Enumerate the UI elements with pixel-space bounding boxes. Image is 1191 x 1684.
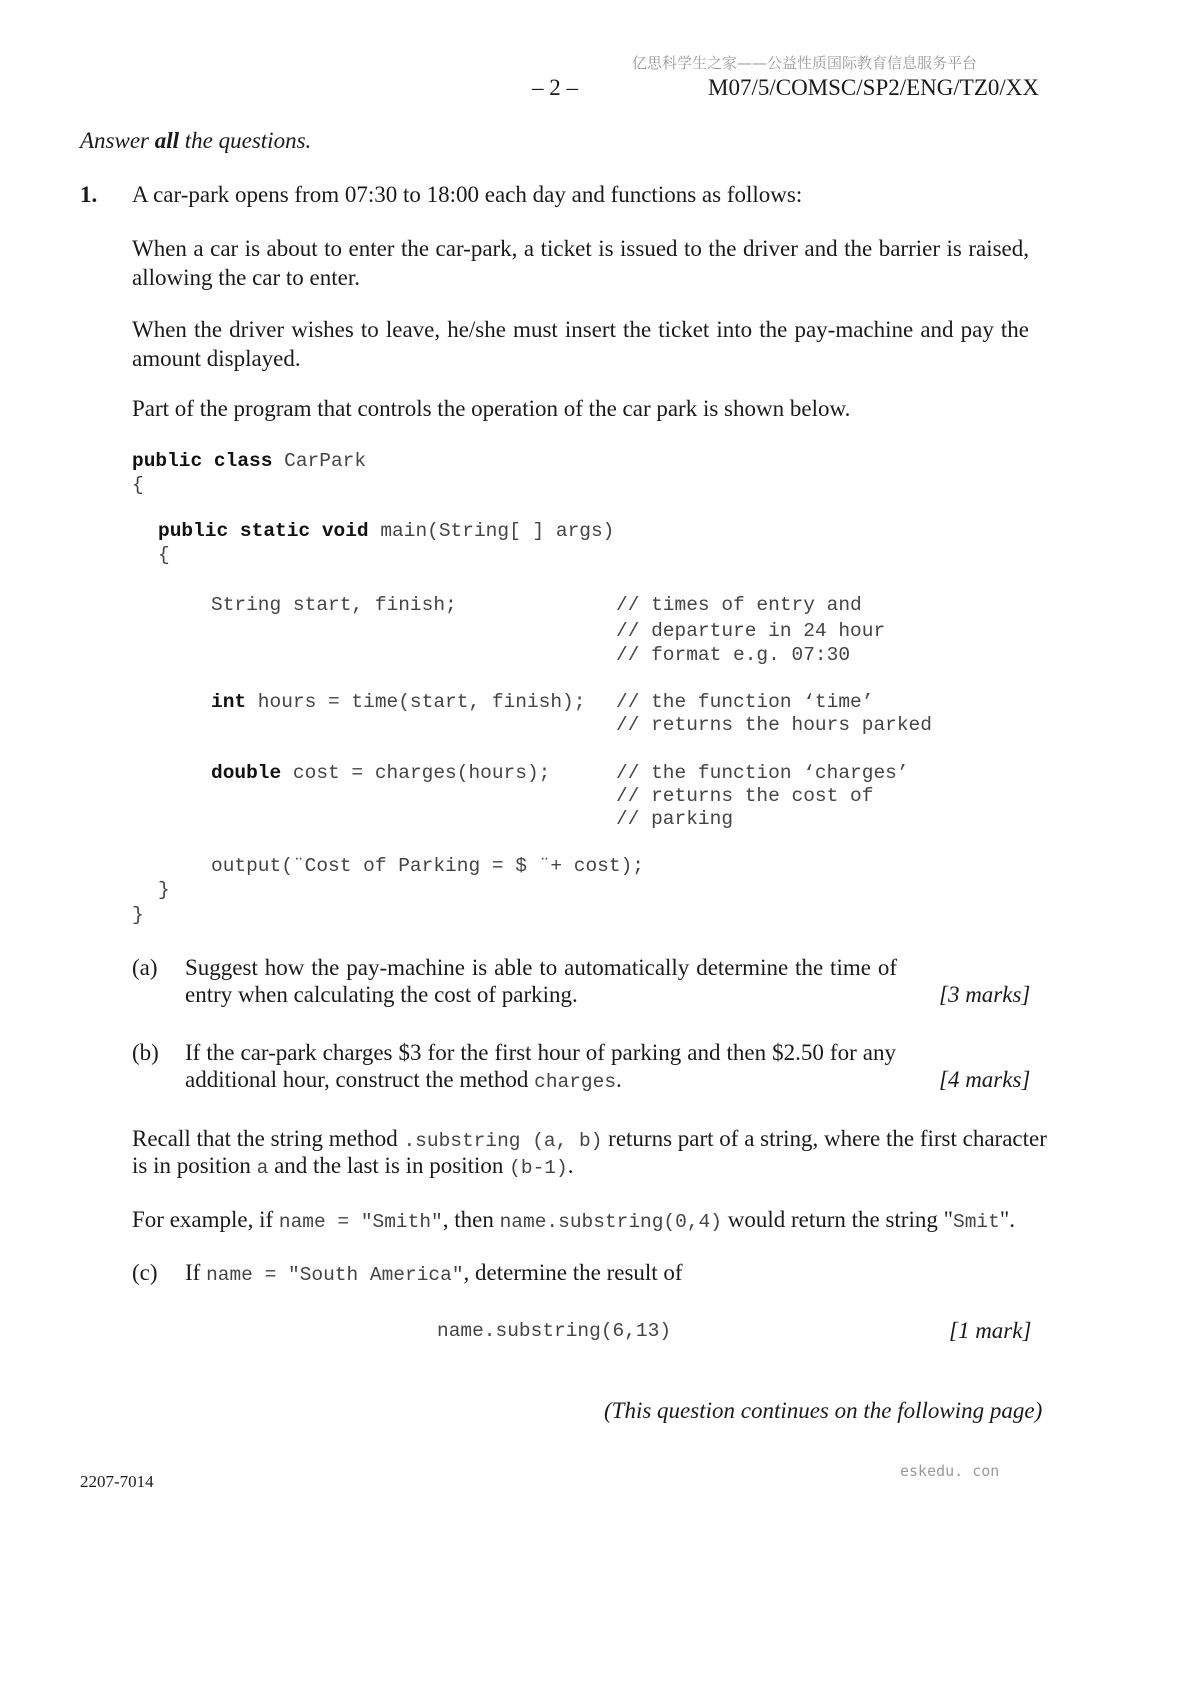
example-code: Smit	[953, 1211, 1000, 1233]
code-text: main(String[ ] args)	[368, 520, 615, 542]
part-b-code: charges	[534, 1071, 617, 1093]
code-line-class	[132, 450, 366, 472]
recall-text: and the last is in position	[268, 1153, 510, 1178]
code-line-hours	[211, 691, 585, 713]
code-comment: // the function ‘time’	[616, 691, 874, 713]
instructions-post: the questions.	[179, 128, 312, 153]
recall-code: .substring (a, b)	[403, 1130, 603, 1152]
code-comment: // returns the hours parked	[616, 714, 932, 736]
part-c-code: name = "South America"	[206, 1264, 464, 1286]
recall-line-2	[132, 1153, 573, 1179]
code-comment: // departure in 24 hour	[616, 620, 886, 642]
part-b-marks: [4 marks]	[939, 1067, 1031, 1092]
part-c-expression: name.substring(6,13)	[437, 1320, 672, 1342]
recall-code: (b-1)	[509, 1157, 568, 1179]
code-line-declare: String start, finish;	[211, 594, 457, 616]
recall-text: .	[567, 1153, 574, 1178]
part-b-line-2	[185, 1067, 622, 1093]
code-keyword: public class	[132, 450, 273, 472]
question-para-3: Part of the program that controls the operation of the car park is shown below.	[132, 396, 851, 421]
part-c-text: If	[185, 1260, 207, 1285]
example-code: name.substring(0,4)	[499, 1211, 722, 1233]
code-comment: // times of entry and	[616, 594, 862, 616]
code-comment: // parking	[616, 808, 734, 830]
question-number: 1.	[80, 182, 98, 207]
recall-line-1	[132, 1126, 1047, 1152]
recall-text: returns part of a string, where the first character	[602, 1126, 1047, 1151]
code-comment: // format e.g. 07:30	[616, 644, 851, 666]
code-comment: // the function ‘charges’	[616, 762, 909, 784]
recall-text: Recall that the string method	[132, 1126, 404, 1151]
paper-code: M07/5/COMSC/SP2/ENG/TZ0/XX	[708, 75, 1039, 100]
header-watermark: 亿思科学生之家——公益性质国际教育信息服务平台	[632, 54, 978, 72]
part-c-marks: [1 mark]	[949, 1318, 1032, 1343]
question-para-1: When a car is about to enter the car-park, a ticket is issued to the driver and the barrier is raised, allowing the car to enter.	[132, 236, 1029, 290]
part-c-line	[185, 1260, 683, 1286]
part-a-marks: [3 marks]	[939, 982, 1031, 1007]
example-text: For example, if	[132, 1207, 279, 1232]
code-keyword: int	[211, 691, 247, 713]
part-a-line-2: entry when calculating the cost of parking.	[185, 982, 578, 1007]
code-brace: {	[132, 474, 144, 496]
instructions	[80, 128, 311, 154]
recall-text: is in position	[132, 1153, 257, 1178]
code-text: hours = time(start, finish);	[246, 691, 586, 713]
code-text: CarPark	[272, 450, 367, 472]
code-brace: }	[158, 879, 170, 901]
example-text: would return the string "	[721, 1207, 953, 1232]
instructions-pre: Answer	[80, 128, 155, 153]
code-keyword: double	[211, 762, 282, 784]
example-code: "Smith"	[360, 1211, 443, 1233]
question-intro: A car-park opens from 07:30 to 18:00 each day and functions as follows:	[132, 182, 803, 207]
example-line	[132, 1207, 1015, 1233]
part-b-label: (b)	[132, 1040, 159, 1065]
instructions-bold: all	[154, 128, 180, 153]
part-b-line-1: If the car-park charges $3 for the first hour of parking and then $2.50 for any	[185, 1040, 896, 1065]
footer-code: 2207-7014	[80, 1472, 154, 1491]
page-number: – 2 –	[532, 75, 578, 100]
part-c-label: (c)	[132, 1260, 158, 1285]
part-a-label: (a)	[132, 955, 158, 980]
part-b-text: additional hour, construct the method	[185, 1067, 535, 1092]
footer-watermark: eskedu. con	[900, 1462, 1000, 1480]
example-text: ".	[999, 1207, 1015, 1232]
code-line-output: output(¨Cost of Parking = $ ¨+ cost);	[211, 855, 644, 877]
code-line-cost	[211, 762, 550, 784]
example-code: name =	[278, 1211, 361, 1233]
code-comment: // returns the cost of	[616, 785, 874, 807]
code-brace: {	[158, 544, 170, 566]
code-line-main	[158, 520, 614, 542]
code-keyword: public static void	[158, 520, 369, 542]
recall-code: a	[256, 1157, 269, 1179]
continues-note: (This question continues on the following page)	[604, 1398, 1043, 1423]
part-b-text: .	[616, 1067, 622, 1092]
code-brace: }	[132, 904, 144, 926]
example-text: , then	[442, 1207, 500, 1232]
part-c-text: , determine the result of	[463, 1260, 683, 1285]
code-text: cost = charges(hours);	[281, 762, 551, 784]
part-a-line-1: Suggest how the pay-machine is able to automatically determine the time of	[185, 955, 897, 980]
question-para-2: When the driver wishes to leave, he/she must insert the ticket into the pay-machine and pay the amount displayed.	[132, 317, 1029, 371]
